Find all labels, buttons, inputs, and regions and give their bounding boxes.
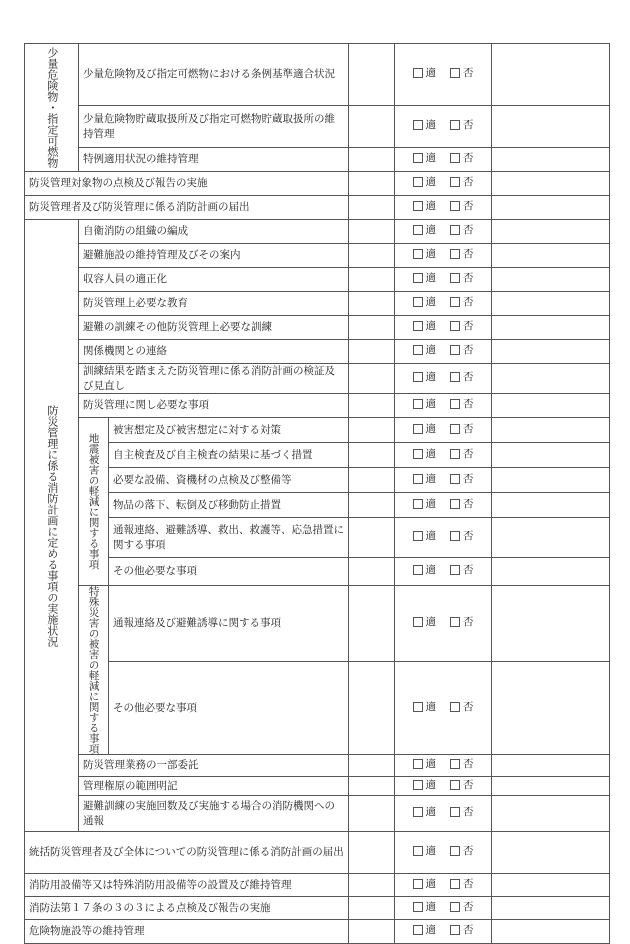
checkbox-yes[interactable]: 適 bbox=[413, 343, 437, 357]
checkbox-no[interactable]: 否 bbox=[450, 900, 474, 914]
memo-cell[interactable] bbox=[349, 316, 395, 340]
remarks-cell[interactable] bbox=[492, 172, 610, 196]
group-label-plan: 防災管理に係る消防計画に定める事項の実施状況 bbox=[25, 220, 79, 832]
checklist-row bbox=[25, 661, 610, 755]
checkbox-no[interactable]: 否 bbox=[450, 529, 474, 543]
group-label-special: 特殊災害の被害の軽減に関する事項 bbox=[79, 586, 109, 755]
memo-cell[interactable] bbox=[349, 586, 395, 662]
remarks-cell[interactable] bbox=[492, 418, 610, 443]
remarks-cell[interactable] bbox=[492, 292, 610, 316]
checkbox-square-icon bbox=[450, 902, 460, 912]
checkbox-square-icon bbox=[413, 807, 423, 817]
checkbox-square-icon bbox=[413, 249, 423, 259]
memo-cell[interactable] bbox=[349, 777, 395, 796]
check-cell bbox=[395, 148, 492, 172]
checkbox-no[interactable]: 否 bbox=[450, 844, 474, 858]
checkbox-yes[interactable]: 適 bbox=[413, 175, 437, 189]
check-cell bbox=[395, 244, 492, 268]
check-cell bbox=[395, 106, 492, 148]
remarks-cell[interactable] bbox=[492, 874, 610, 897]
memo-cell[interactable] bbox=[349, 493, 395, 518]
checkbox-square-icon bbox=[413, 449, 423, 459]
checklist-row bbox=[25, 340, 610, 364]
group-label-small-hazard: 少量危険物・指定可燃物 bbox=[25, 44, 79, 172]
remarks-cell[interactable] bbox=[492, 518, 610, 558]
remarks-cell[interactable] bbox=[492, 558, 610, 586]
checkbox-square-icon bbox=[450, 846, 460, 856]
item-label: 自主検査及び自主検査の結果に基づく措置 bbox=[109, 443, 349, 468]
memo-cell[interactable] bbox=[349, 196, 395, 220]
checkbox-yes[interactable]: 適 bbox=[413, 700, 437, 714]
check-cell bbox=[395, 340, 492, 364]
item-label: 物品の落下、転倒及び移動防止措置 bbox=[109, 493, 349, 518]
checklist-row bbox=[25, 518, 610, 558]
remarks-cell[interactable] bbox=[492, 832, 610, 874]
checkbox-yes[interactable]: 適 bbox=[413, 778, 437, 792]
checkbox-square-icon bbox=[413, 702, 423, 712]
check-cell bbox=[395, 443, 492, 468]
checkbox-no[interactable]: 否 bbox=[450, 151, 474, 165]
item-label: 必要な設備、資機材の点検及び整備等 bbox=[109, 468, 349, 493]
item-label: 避難の訓練その他防災管理上必要な訓練 bbox=[79, 316, 349, 340]
item-label: その他必要な事項 bbox=[109, 661, 349, 755]
checkbox-no[interactable]: 否 bbox=[450, 422, 474, 436]
remarks-cell[interactable] bbox=[492, 106, 610, 148]
checkbox-no[interactable]: 否 bbox=[450, 447, 474, 461]
checkbox-square-icon bbox=[450, 345, 460, 355]
checkbox-square-icon bbox=[450, 225, 460, 235]
checklist-row bbox=[25, 148, 610, 172]
remarks-cell[interactable] bbox=[492, 148, 610, 172]
checkbox-square-icon bbox=[450, 201, 460, 211]
checklist-row bbox=[25, 586, 610, 662]
checkbox-yes[interactable]: 適 bbox=[413, 397, 437, 411]
remarks-cell[interactable] bbox=[492, 340, 610, 364]
checklist-row bbox=[25, 558, 610, 586]
item-label: 通報連絡及び避難誘導に関する事項 bbox=[109, 586, 349, 662]
check-cell bbox=[395, 364, 492, 394]
checkbox-yes[interactable]: 適 bbox=[413, 66, 437, 80]
checkbox-no[interactable]: 否 bbox=[450, 247, 474, 261]
checkbox-square-icon bbox=[450, 780, 460, 790]
checkbox-square-icon bbox=[413, 565, 423, 575]
item-label: 通報連絡、避難誘導、救出、救護等、応急措置に関する事項 bbox=[109, 518, 349, 558]
checklist-row bbox=[25, 106, 610, 148]
checkbox-square-icon bbox=[450, 153, 460, 163]
item-label: 統括防災管理者及び全体についての防災管理に係る消防計画の届出 bbox=[25, 832, 349, 874]
checkbox-no[interactable]: 否 bbox=[450, 497, 474, 511]
remarks-cell[interactable] bbox=[492, 244, 610, 268]
inspection-checklist-table bbox=[24, 43, 610, 944]
checkbox-no[interactable]: 否 bbox=[450, 223, 474, 237]
group-label-earthquake: 地震被害の軽減に関する事項 bbox=[79, 418, 109, 586]
checkbox-yes[interactable]: 適 bbox=[413, 199, 437, 213]
checkbox-square-icon bbox=[413, 424, 423, 434]
memo-cell[interactable] bbox=[349, 468, 395, 493]
check-cell bbox=[395, 874, 492, 897]
checkbox-square-icon bbox=[413, 780, 423, 790]
memo-cell[interactable] bbox=[349, 148, 395, 172]
remarks-cell[interactable] bbox=[492, 755, 610, 777]
checklist-row bbox=[25, 796, 610, 832]
checkbox-no[interactable]: 否 bbox=[450, 370, 474, 384]
checkbox-no[interactable]: 否 bbox=[450, 66, 474, 80]
checkbox-yes[interactable]: 適 bbox=[413, 563, 437, 577]
checkbox-square-icon bbox=[413, 120, 423, 130]
checkbox-square-icon bbox=[450, 617, 460, 627]
checkbox-square-icon bbox=[413, 273, 423, 283]
checklist-row bbox=[25, 44, 610, 106]
check-cell bbox=[395, 920, 492, 944]
checkbox-yes[interactable]: 適 bbox=[413, 422, 437, 436]
checkbox-no[interactable]: 否 bbox=[450, 563, 474, 577]
memo-cell[interactable] bbox=[349, 394, 395, 418]
checklist-row bbox=[25, 268, 610, 292]
memo-cell[interactable] bbox=[349, 364, 395, 394]
checkbox-yes[interactable]: 適 bbox=[413, 615, 437, 629]
checkbox-no[interactable]: 否 bbox=[450, 615, 474, 629]
checkbox-square-icon bbox=[413, 68, 423, 78]
checklist-row bbox=[25, 220, 610, 244]
memo-cell[interactable] bbox=[349, 755, 395, 777]
checklist-row bbox=[25, 443, 610, 468]
checkbox-yes[interactable]: 適 bbox=[413, 877, 437, 891]
memo-cell[interactable] bbox=[349, 897, 395, 920]
check-cell bbox=[395, 796, 492, 832]
checkbox-yes[interactable]: 適 bbox=[413, 844, 437, 858]
checkbox-no[interactable]: 否 bbox=[450, 319, 474, 333]
checkbox-square-icon bbox=[450, 759, 460, 769]
checkbox-square-icon bbox=[413, 399, 423, 409]
checkbox-no[interactable]: 否 bbox=[450, 199, 474, 213]
memo-cell[interactable] bbox=[349, 292, 395, 316]
checklist-row bbox=[25, 244, 610, 268]
item-label: 特例適用状況の維持管理 bbox=[79, 148, 349, 172]
item-label: 被害想定及び被害想定に対する対策 bbox=[109, 418, 349, 443]
checkbox-square-icon bbox=[413, 531, 423, 541]
check-cell bbox=[395, 418, 492, 443]
memo-cell[interactable] bbox=[349, 661, 395, 755]
item-label: 防災管理対象物の点検及び報告の実施 bbox=[25, 172, 349, 196]
remarks-cell[interactable] bbox=[492, 220, 610, 244]
check-cell bbox=[395, 661, 492, 755]
checklist-row bbox=[25, 292, 610, 316]
checkbox-yes[interactable]: 適 bbox=[413, 923, 437, 937]
checkbox-square-icon bbox=[450, 424, 460, 434]
memo-cell[interactable] bbox=[349, 44, 395, 106]
checkbox-yes[interactable]: 適 bbox=[413, 497, 437, 511]
item-label: 危険物施設等の維持管理 bbox=[25, 920, 349, 944]
checkbox-square-icon bbox=[413, 474, 423, 484]
checkbox-yes[interactable]: 適 bbox=[413, 151, 437, 165]
checkbox-no[interactable]: 否 bbox=[450, 118, 474, 132]
memo-cell[interactable] bbox=[349, 418, 395, 443]
checkbox-yes[interactable]: 適 bbox=[413, 370, 437, 384]
item-label: 少量危険物貯蔵取扱所及び指定可燃物貯蔵取扱所の維持管理 bbox=[79, 106, 349, 148]
memo-cell[interactable] bbox=[349, 920, 395, 944]
remarks-cell[interactable] bbox=[492, 44, 610, 106]
item-label: 自衛消防の組織の編成 bbox=[79, 220, 349, 244]
checkbox-square-icon bbox=[413, 617, 423, 627]
checklist-row bbox=[25, 394, 610, 418]
checkbox-square-icon bbox=[413, 225, 423, 235]
checkbox-square-icon bbox=[450, 177, 460, 187]
checkbox-yes[interactable]: 適 bbox=[413, 472, 437, 486]
checkbox-yes[interactable]: 適 bbox=[413, 319, 437, 333]
item-label: 防災管理に関し必要な事項 bbox=[79, 394, 349, 418]
checkbox-square-icon bbox=[413, 925, 423, 935]
check-cell bbox=[395, 268, 492, 292]
memo-cell[interactable] bbox=[349, 518, 395, 558]
checklist-row bbox=[25, 832, 610, 874]
remarks-cell[interactable] bbox=[492, 493, 610, 518]
checkbox-square-icon bbox=[450, 474, 460, 484]
checkbox-square-icon bbox=[450, 702, 460, 712]
item-label: 防災管理上必要な教育 bbox=[79, 292, 349, 316]
check-cell bbox=[395, 292, 492, 316]
memo-cell[interactable] bbox=[349, 874, 395, 897]
checkbox-yes[interactable]: 適 bbox=[413, 900, 437, 914]
remarks-cell[interactable] bbox=[492, 661, 610, 755]
remarks-cell[interactable] bbox=[492, 394, 610, 418]
memo-cell[interactable] bbox=[349, 172, 395, 196]
checklist-row bbox=[25, 196, 610, 220]
checkbox-no[interactable]: 否 bbox=[450, 397, 474, 411]
item-label: 収容人員の適正化 bbox=[79, 268, 349, 292]
remarks-cell[interactable] bbox=[492, 777, 610, 796]
checkbox-no[interactable]: 否 bbox=[450, 175, 474, 189]
checkbox-square-icon bbox=[413, 879, 423, 889]
checkbox-square-icon bbox=[413, 846, 423, 856]
item-label: 関係機関との連絡 bbox=[79, 340, 349, 364]
check-cell bbox=[395, 897, 492, 920]
check-cell bbox=[395, 558, 492, 586]
checkbox-no[interactable]: 否 bbox=[450, 472, 474, 486]
checkbox-yes[interactable]: 適 bbox=[413, 529, 437, 543]
memo-cell[interactable] bbox=[349, 220, 395, 244]
checkbox-square-icon bbox=[413, 321, 423, 331]
checkbox-yes[interactable]: 適 bbox=[413, 247, 437, 261]
remarks-cell[interactable] bbox=[492, 443, 610, 468]
checklist-row bbox=[25, 897, 610, 920]
check-cell bbox=[395, 518, 492, 558]
remarks-cell[interactable] bbox=[492, 897, 610, 920]
checkbox-yes[interactable]: 適 bbox=[413, 757, 437, 771]
remarks-cell[interactable] bbox=[492, 920, 610, 944]
checkbox-no[interactable]: 否 bbox=[450, 877, 474, 891]
checkbox-square-icon bbox=[450, 399, 460, 409]
checkbox-no[interactable]: 否 bbox=[450, 343, 474, 357]
memo-cell[interactable] bbox=[349, 443, 395, 468]
item-label: 消防法第１７条の３の３による点検及び報告の実施 bbox=[25, 897, 349, 920]
check-cell bbox=[395, 220, 492, 244]
checkbox-square-icon bbox=[450, 321, 460, 331]
checkbox-square-icon bbox=[450, 249, 460, 259]
checklist-row bbox=[25, 418, 610, 443]
memo-cell[interactable] bbox=[349, 832, 395, 874]
checklist-row bbox=[25, 755, 610, 777]
checkbox-square-icon bbox=[450, 565, 460, 575]
checklist-row bbox=[25, 364, 610, 394]
checkbox-square-icon bbox=[413, 902, 423, 912]
item-label: 避難訓練の実施回数及び実施する場合の消防機関への通報 bbox=[79, 796, 349, 832]
checkbox-square-icon bbox=[413, 759, 423, 769]
checkbox-square-icon bbox=[450, 531, 460, 541]
checklist-row bbox=[25, 468, 610, 493]
check-cell bbox=[395, 468, 492, 493]
checkbox-square-icon bbox=[413, 297, 423, 307]
checkbox-square-icon bbox=[413, 499, 423, 509]
memo-cell[interactable] bbox=[349, 340, 395, 364]
checkbox-square-icon bbox=[450, 120, 460, 130]
check-cell bbox=[395, 196, 492, 220]
checkbox-yes[interactable]: 適 bbox=[413, 118, 437, 132]
checkbox-square-icon bbox=[450, 925, 460, 935]
checkbox-square-icon bbox=[450, 68, 460, 78]
memo-cell[interactable] bbox=[349, 796, 395, 832]
checkbox-no[interactable]: 否 bbox=[450, 778, 474, 792]
checkbox-square-icon bbox=[413, 177, 423, 187]
checkbox-yes[interactable]: 適 bbox=[413, 223, 437, 237]
checkbox-no[interactable]: 否 bbox=[450, 700, 474, 714]
checkbox-square-icon bbox=[450, 297, 460, 307]
check-cell bbox=[395, 832, 492, 874]
check-cell bbox=[395, 172, 492, 196]
check-cell bbox=[395, 493, 492, 518]
checklist-row bbox=[25, 777, 610, 796]
checkbox-square-icon bbox=[450, 449, 460, 459]
checkbox-square-icon bbox=[450, 879, 460, 889]
checklist-row bbox=[25, 874, 610, 897]
remarks-cell[interactable] bbox=[492, 364, 610, 394]
item-label: 訓練結果を踏まえた防災管理に係る消防計画の検証及び見直し bbox=[79, 364, 349, 394]
check-cell bbox=[395, 755, 492, 777]
check-cell bbox=[395, 44, 492, 106]
checkbox-no[interactable]: 否 bbox=[450, 271, 474, 285]
checkbox-no[interactable]: 否 bbox=[450, 805, 474, 819]
checkbox-yes[interactable]: 適 bbox=[413, 295, 437, 309]
checkbox-yes[interactable]: 適 bbox=[413, 447, 437, 461]
checkbox-yes[interactable]: 適 bbox=[413, 805, 437, 819]
check-cell bbox=[395, 316, 492, 340]
remarks-cell[interactable] bbox=[492, 268, 610, 292]
item-label: 消防用設備等又は特殊消防用設備等の設置及び維持管理 bbox=[25, 874, 349, 897]
remarks-cell[interactable] bbox=[492, 468, 610, 493]
memo-cell[interactable] bbox=[349, 106, 395, 148]
item-label: 防災管理業務の一部委託 bbox=[79, 755, 349, 777]
checkbox-square-icon bbox=[413, 201, 423, 211]
remarks-cell[interactable] bbox=[492, 586, 610, 662]
remarks-cell[interactable] bbox=[492, 796, 610, 832]
check-cell bbox=[395, 777, 492, 796]
item-label: 避難施設の維持管理及びその案内 bbox=[79, 244, 349, 268]
memo-cell[interactable] bbox=[349, 558, 395, 586]
checkbox-square-icon bbox=[450, 273, 460, 283]
checkbox-no[interactable]: 否 bbox=[450, 295, 474, 309]
checkbox-yes[interactable]: 適 bbox=[413, 271, 437, 285]
memo-cell[interactable] bbox=[349, 268, 395, 292]
checklist-row bbox=[25, 172, 610, 196]
item-label: 防災管理者及び防災管理に係る消防計画の届出 bbox=[25, 196, 349, 220]
checkbox-no[interactable]: 否 bbox=[450, 757, 474, 771]
checklist-row bbox=[25, 493, 610, 518]
check-cell bbox=[395, 586, 492, 662]
checkbox-square-icon bbox=[450, 372, 460, 382]
checkbox-square-icon bbox=[450, 807, 460, 817]
item-label: その他必要な事項 bbox=[109, 558, 349, 586]
checklist-row bbox=[25, 920, 610, 944]
item-label: 管理権原の範囲明記 bbox=[79, 777, 349, 796]
checkbox-square-icon bbox=[413, 153, 423, 163]
memo-cell[interactable] bbox=[349, 244, 395, 268]
checkbox-square-icon bbox=[450, 499, 460, 509]
checklist-row bbox=[25, 316, 610, 340]
checkbox-no[interactable]: 否 bbox=[450, 923, 474, 937]
checkbox-square-icon bbox=[413, 345, 423, 355]
checkbox-square-icon bbox=[413, 372, 423, 382]
remarks-cell[interactable] bbox=[492, 196, 610, 220]
remarks-cell[interactable] bbox=[492, 316, 610, 340]
check-cell bbox=[395, 394, 492, 418]
item-label: 少量危険物及び指定可燃物における条例基準適合状況 bbox=[79, 44, 349, 106]
